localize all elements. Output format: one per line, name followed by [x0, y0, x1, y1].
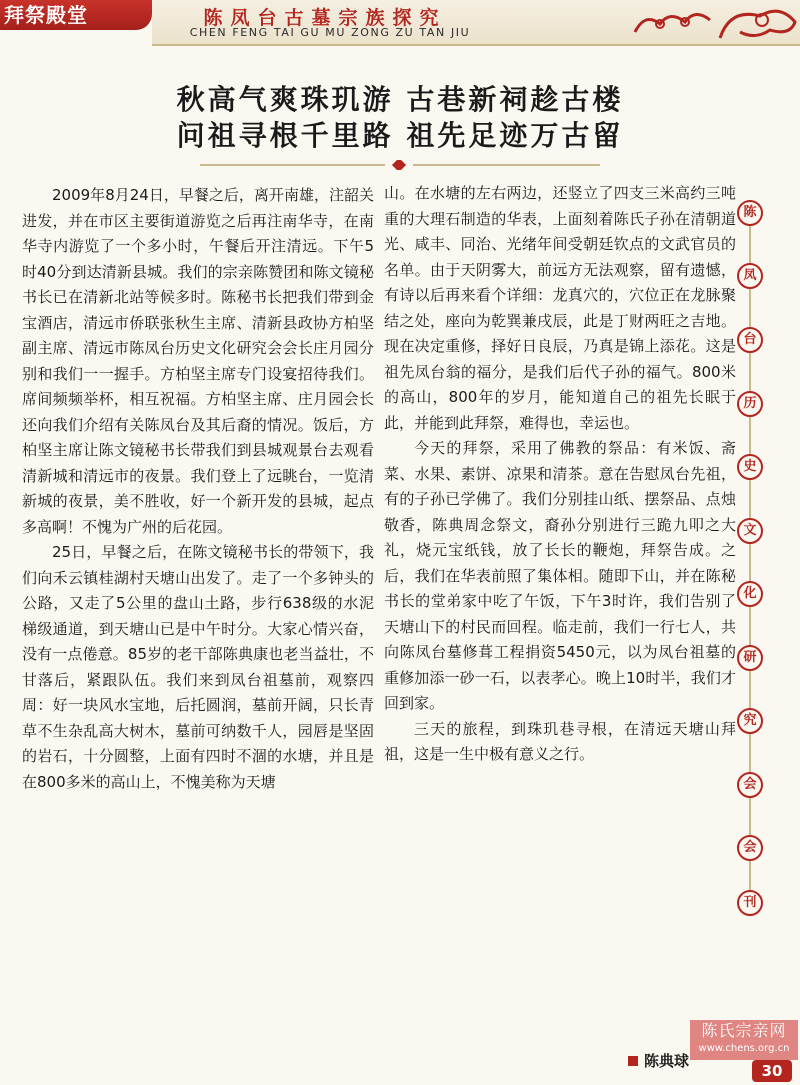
rail-char: 历: [737, 391, 763, 417]
rail-char: 会: [737, 772, 763, 798]
headline-line-2: 问祖寻根千里路 祖先足迹万古留: [176, 119, 624, 152]
rail-char: 陈: [737, 200, 763, 226]
rail-char: 会: [737, 835, 763, 861]
rail-char: 台: [737, 327, 763, 353]
watermark-url: www.chens.org.cn: [698, 1043, 790, 1054]
side-rail-line: [749, 200, 751, 916]
paragraph: 2009年8月24日，早餐之后，离开南雄，注韶关进发，并在市区主要街道游览之后再注南华寺，在南华寺内游览了一个多小时，午餐后开注清远。下午5时40分到达清新县城。我们的宗亲陈赞团和陈文镜秘书长已在清新北站等候多时。陈秘书长把我们带到金宝酒店，清远市侨联张秋生主席、清新县政协方柏坚副主席、清远市陈凤台历史文化研究会会长庄月园分别和我们一一握手。方柏坚主席专门设宴招待我们。席间频频举杯，相互祝福。方柏坚主席、庄月园会长还向我们介绍有关陈凤台及其后裔的情况。饭后，方柏坚主席让陈文镜秘书长带我们到县城观景台去观看清新城和清远市的夜景。我们登上了远眺台，一览清新城的夜景，美不胜收，好一个新开发的县城，起点多高啊！不愧为广州的后花园。: [22, 186, 374, 536]
paragraph: 今天的拜祭，采用了佛教的祭品：有米饭、斋菜、水果、素饼、凉果和清茶。意在告慰凤台先祖，有的子孙已学佛了。我们分别挂山纸、摆祭品、点烛敬香，陈典周念祭文，裔孙分别进行三跪九叩之大礼，烧元宝纸钱，放了长长的鞭炮，拜祭告成。之后，我们在华表前照了集体相。随即下山，并在陈秘书长的堂弟家中吃了午饭，下午3时许，我们告别了天塘山下的村民而回程。临走前，我们一行七人，共向陈凤台墓修葺工程捐资5450元，以为凤台祖墓的重修加添一砂一石，以表孝心。晚上10时半，我们才回到家。: [384, 439, 736, 712]
author-name: 陈典球: [644, 1052, 690, 1070]
magazine-title: 陈凤台古墓宗族探究: [203, 7, 447, 29]
paragraph: 山。在水塘的左右两边，还竖立了四支三米高约三吨重的大理石制造的华表，上面刻着陈氏子孙在清朝道光、咸丰、同治、光绪年间受朝廷钦点的文武官员的名单。由于天阴雾大，前远方无法观察，留有遗憾，有诗以后再来看个详细：龙真穴的，穴位正在龙脉聚结之处，座向为乾巽兼戌辰，此是丁财两旺之吉地。现在决定重修，择好日良辰，乃真是锦上添花。这是祖先凤台翁的福分，是我们后代子孙的福气。800米的高山，800年的岁月，能知道自己的祖先长眠于此，并能到此拜祭，难得也，幸运也。: [384, 184, 736, 432]
watermark: [690, 1020, 798, 1060]
square-bullet-icon: [628, 1056, 638, 1066]
rail-char: 文: [737, 518, 763, 544]
magazine-pinyin: CHEN FENG TAI GU MU ZONG ZU TAN JIU: [189, 26, 471, 39]
watermark-title: 陈氏宗亲网: [701, 1021, 787, 1040]
title-divider: [200, 160, 600, 170]
rail-char: 化: [737, 581, 763, 607]
rail-char: 史: [737, 454, 763, 480]
section-label: 拜祭殿堂: [0, 0, 152, 30]
rail-char: 刊: [737, 890, 763, 916]
author-byline: [628, 1050, 689, 1071]
article-column-left: [22, 183, 374, 795]
side-rail: [733, 200, 767, 916]
paragraph: 三天的旅程，到珠玑巷寻根，在清远天塘山拜祖，这是一生中极有意义之行。: [384, 719, 736, 763]
headline-line-1: 秋高气爽珠玑游 古巷新祠趁古楼: [176, 83, 624, 116]
article-column-right: [384, 181, 736, 768]
cloud-ornament-icon: [630, 2, 800, 42]
rail-char: 凤: [737, 263, 763, 289]
rail-char: 究: [737, 708, 763, 734]
paragraph: 25日，早餐之后，在陈文镜秘书长的带领下，我们向禾云镇桂湖村天塘山出发了。走了一个多钟头的公路，又走了5公里的盘山土路，步行638级的水泥梯级通道，到天塘山已是中午时分。大家心情兴奋，没有一点倦意。85岁的老干部陈典康也老当益壮，不甘落后，紧跟队伍。我们来到凤台祖墓前，观察四周：好一块风水宝地，后托圆润，墓前开阔，只长青草不生杂乱高大树木，墓前可纳数千人，园唇是坚固的岩石，十分圆整，上面有四时不涸的水塘，并且是在800多米的高山上，不愧美称为天塘: [22, 543, 374, 791]
page-number: 30: [752, 1060, 792, 1082]
rail-char: 研: [737, 645, 763, 671]
